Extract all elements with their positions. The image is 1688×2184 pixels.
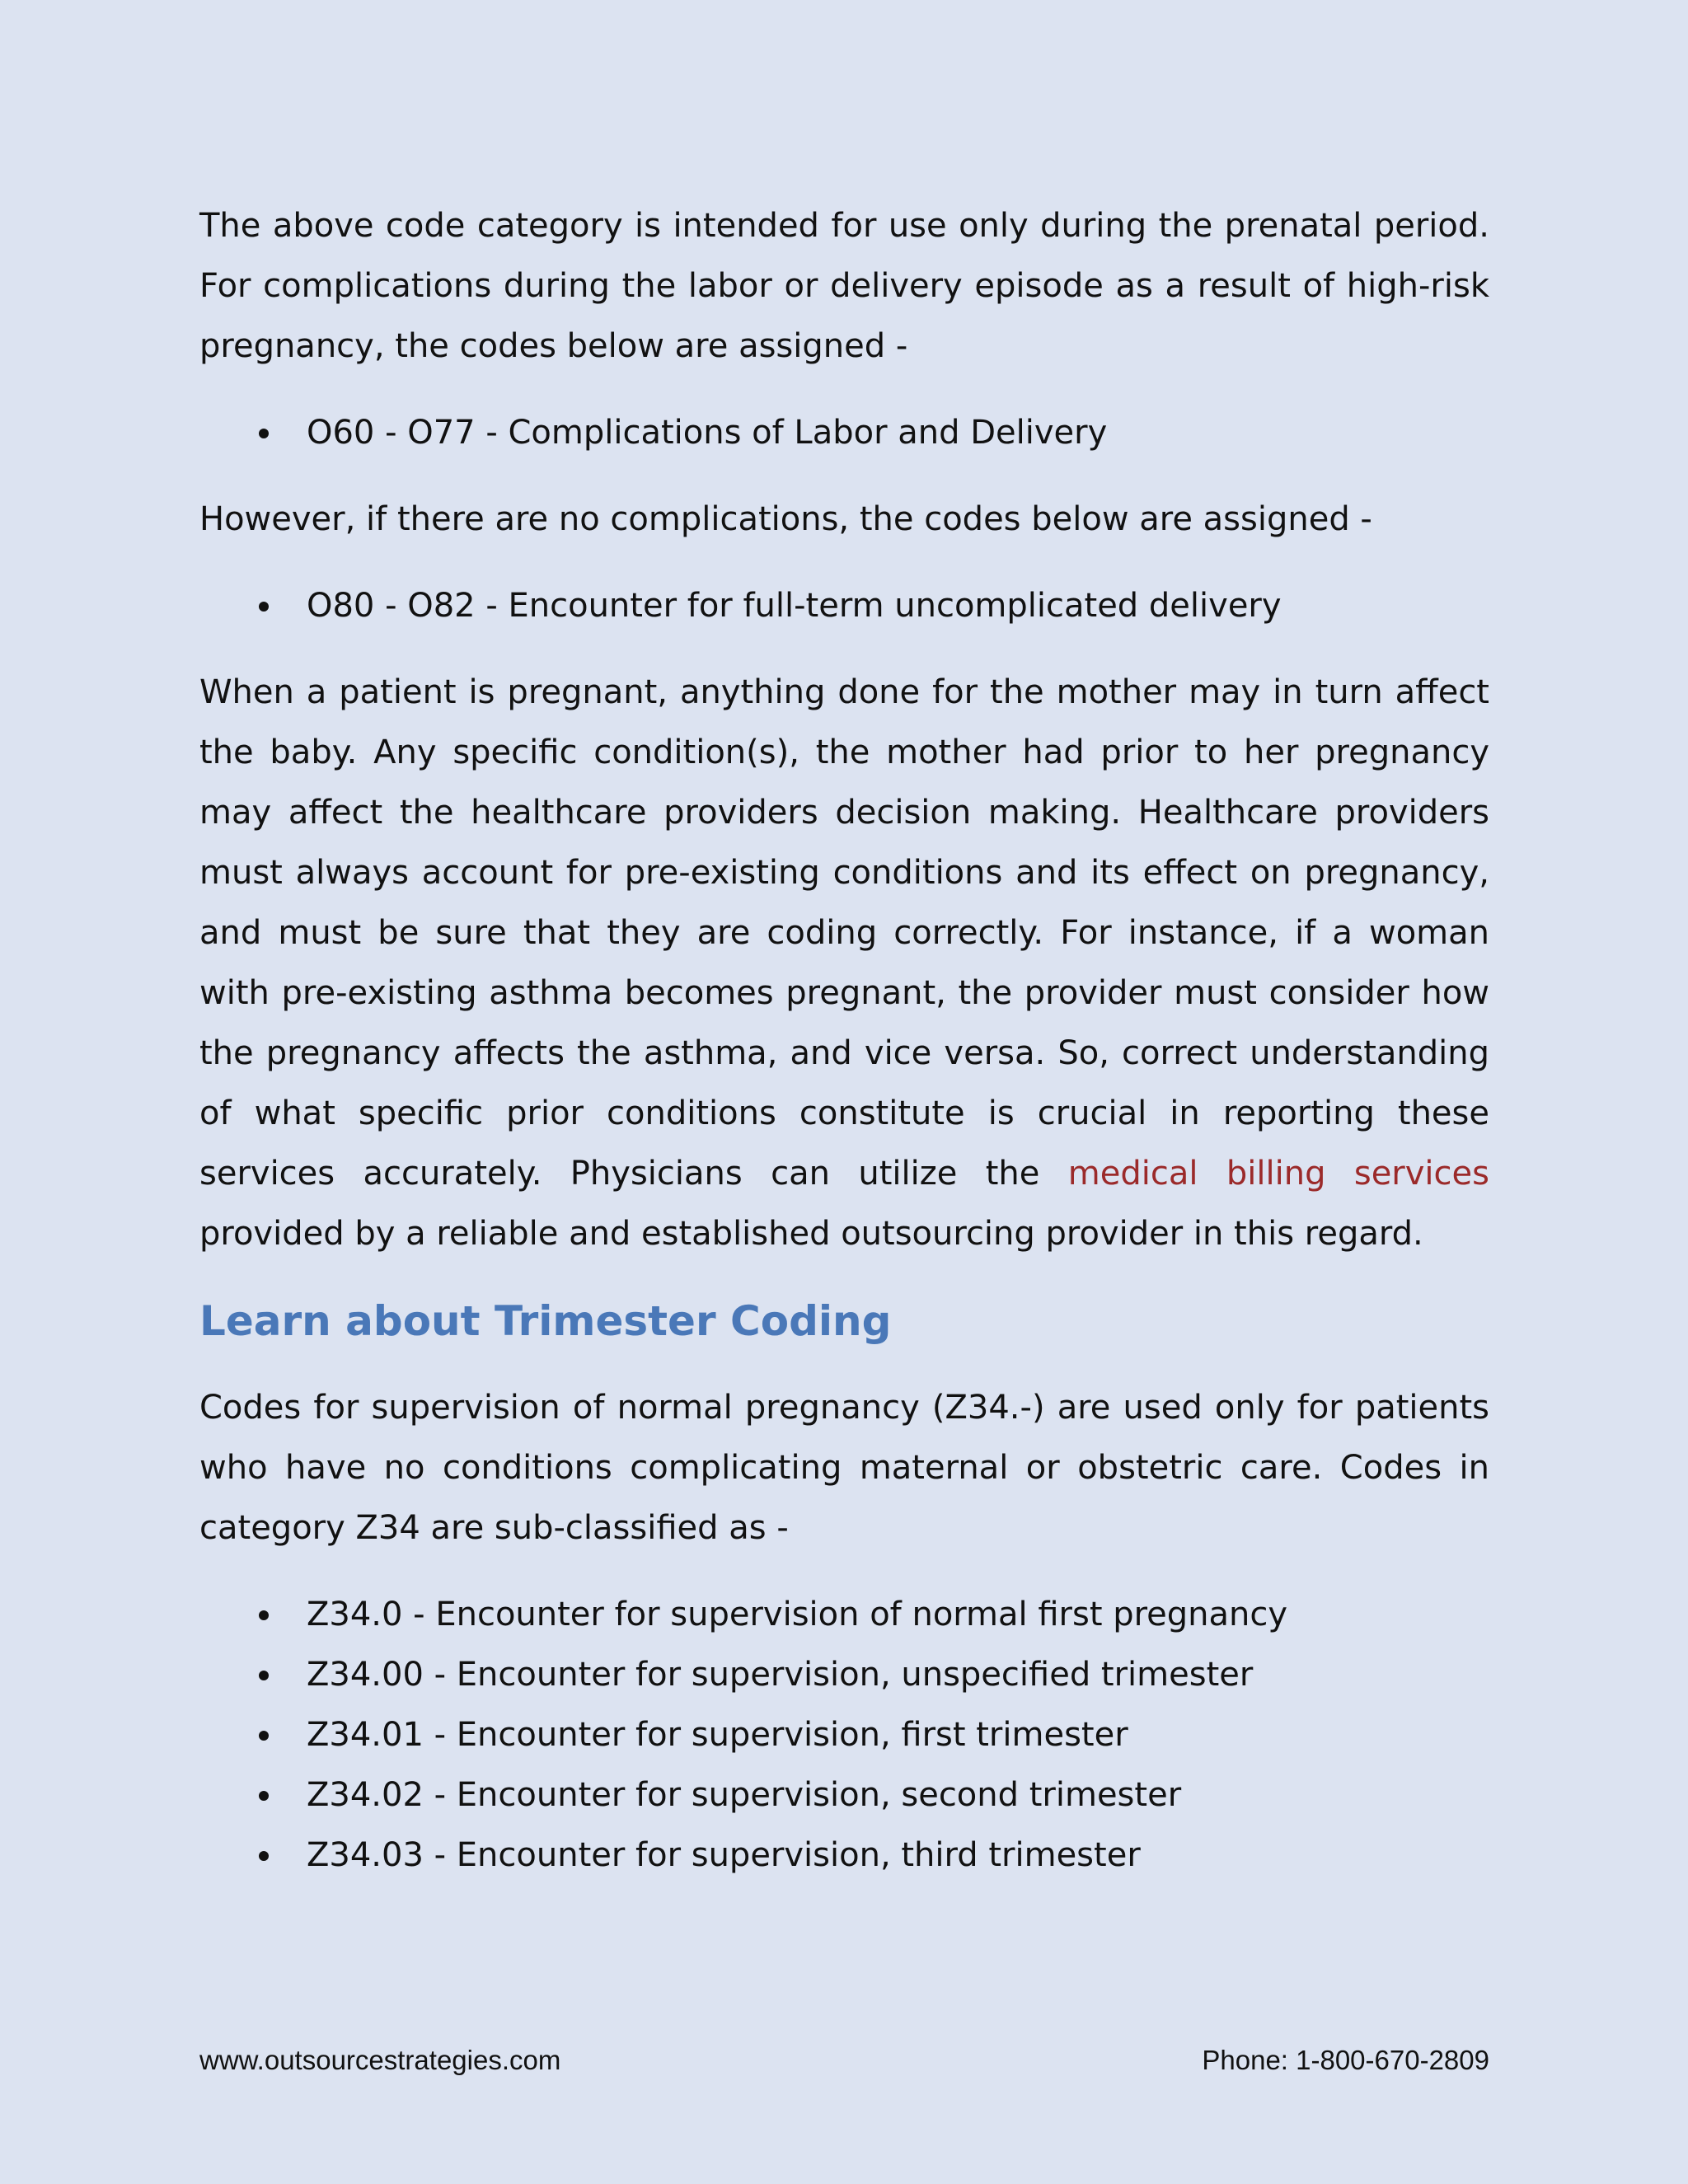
bullet-icon	[259, 602, 269, 612]
paragraph-text: provided by a reliable and established outsourcing provider in this regard.	[199, 1215, 1423, 1253]
bullet-icon	[259, 1610, 269, 1620]
list-item-text: O80 - O82 - Encounter for full-term uncomplicated delivery	[307, 587, 1282, 625]
list-item	[199, 1705, 1489, 1765]
bullet-icon	[259, 429, 269, 438]
list-item	[199, 403, 1489, 463]
labor-complications-list	[199, 403, 1489, 463]
list-item-text: Z34.03 - Encounter for supervision, third trimester	[307, 1836, 1141, 1874]
list-item	[199, 1645, 1489, 1705]
paragraph-z34-codes: Codes for supervision of normal pregnancy (Z34.-) are used only for patients who have no conditions complicating maternal or obstetric care. Codes in category Z34 are sub-classified as -	[199, 1389, 1489, 1547]
bullet-icon	[259, 1731, 269, 1741]
document-page	[199, 196, 1489, 1912]
list-item	[199, 1585, 1489, 1645]
paragraph-pre-existing-conditions	[199, 663, 1489, 1264]
list-item-text: Z34.00 - Encounter for supervision, unspecified trimester	[307, 1656, 1254, 1694]
paragraph-no-complications: However, if there are no complications, the codes below are assigned -	[199, 500, 1372, 538]
uncomplicated-delivery-list	[199, 576, 1489, 636]
paragraph-prenatal-codes: The above code category is intended for use only during the prenatal period. For complications during the labor or delivery episode as a result of high-risk pregnancy, the codes below are assigned -	[199, 207, 1489, 365]
list-item	[199, 1765, 1489, 1825]
bullet-icon	[259, 1791, 269, 1801]
list-item	[199, 1825, 1489, 1886]
bullet-icon	[259, 1671, 269, 1680]
list-item-text: Z34.02 - Encounter for supervision, second trimester	[307, 1776, 1182, 1814]
paragraph-text: When a patient is pregnant, anything done for the mother may in turn affect the baby. Any specific condition(s), the mother had prior to her pregnancy may affect the healthcare providers decision making. Healthcare providers must always account for pre-existing conditions and its effect on pregnancy, and must be sure that they are coding correctly. For instance, if a woman with pre-existing asthma becomes pregnant, the provider must consider how the pregnancy affects the asthma, and vice versa. So, correct understanding of what specific prior conditions constitute is crucial in reporting these services accurately. Physicians can utilize the	[199, 673, 1489, 1193]
bullet-icon	[259, 1851, 269, 1861]
list-item	[199, 576, 1489, 636]
section-heading: Learn about Trimester Coding	[199, 1297, 892, 1345]
list-item-text: Z34.01 - Encounter for supervision, first trimester	[307, 1716, 1128, 1754]
z34-codes-list	[199, 1585, 1489, 1886]
footer-phone: Phone: 1-800-670-2809	[1202, 2045, 1489, 2075]
list-item-text: O60 - O77 - Complications of Labor and Delivery	[307, 414, 1108, 452]
medical-billing-services-link[interactable]: medical billing services	[1067, 1155, 1489, 1193]
footer-website: www.outsourcestrategies.com	[199, 2045, 561, 2075]
list-item-text: Z34.0 - Encounter for supervision of normal first pregnancy	[307, 1596, 1288, 1633]
